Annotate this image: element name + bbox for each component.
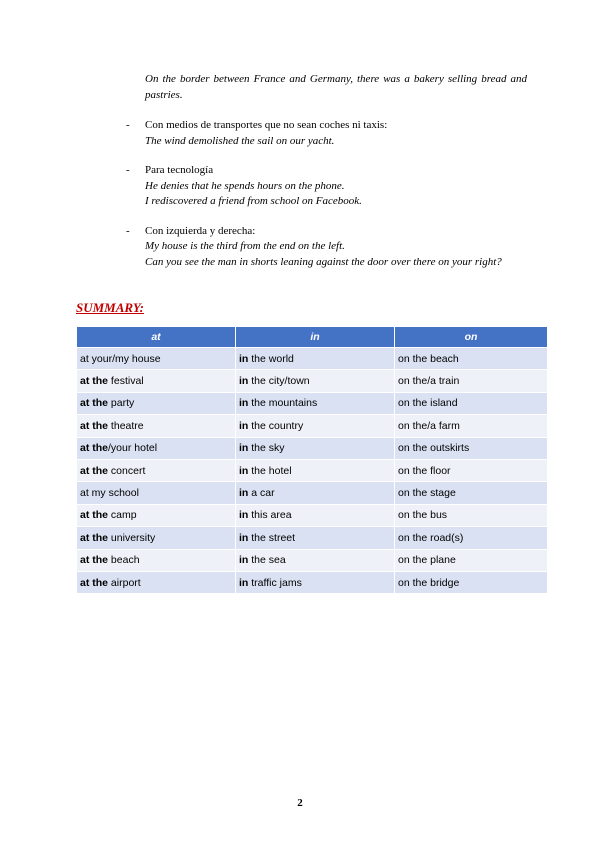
preposition-keyword: in [239,464,249,477]
table-row [77,348,547,370]
phrase-text: the city/town [248,375,310,388]
bullet-example: Can you see the man in shorts leaning against the door over there on your right? [145,255,502,268]
bullet-dash: - [126,164,130,176]
table-cell [77,571,236,593]
table-cell [236,437,395,459]
table-cell [395,348,548,370]
preposition-keyword: in [239,352,249,365]
phrase-text: a car [248,487,275,500]
phrase-text: traffic jams [248,576,302,589]
preposition-keyword: in [239,442,249,455]
page-number: 2 [297,797,303,809]
table-cell [77,549,236,571]
table-cell [236,459,395,481]
preposition-keyword: at the [80,419,109,432]
phrase-text: the hotel [248,464,292,477]
phrase-text: on the road(s) [398,531,464,544]
phrase-text: on the stage [398,487,456,500]
table-cell [395,527,548,549]
table-cell [236,482,395,504]
table-cell [77,437,236,459]
phrase-text: the sky [248,442,285,455]
preposition-keyword: at the [80,531,109,544]
preposition-keyword: in [239,531,249,544]
preposition-keyword: in [239,397,249,410]
phrase-text: the sea [248,554,286,567]
phrase-text: party [108,397,135,410]
table-cell [395,459,548,481]
table-cell [77,370,236,392]
phrase-text: on the/a farm [398,419,460,432]
preposition-keyword: in [239,375,249,388]
bullet-list [126,118,528,284]
phrase-text: the street [248,531,296,544]
phrase-text: at your/my house [80,352,161,365]
table-row [77,459,547,481]
table-cell [236,549,395,571]
table-cell [395,504,548,526]
table-cell [77,459,236,481]
bullet-dash: - [126,224,130,237]
phrase-text: the world [248,352,294,365]
bullet-item-transport [126,118,528,149]
table-row [77,504,547,526]
preposition-keyword: in [239,554,249,567]
table-cell [77,415,236,437]
table-cell [236,348,395,370]
phrase-text: beach [108,554,140,567]
table-row [77,437,547,459]
table-row [77,549,547,571]
phrase-text: university [108,531,156,544]
preposition-keyword: in [239,509,249,522]
phrase-text: the mountains [248,397,318,410]
phrase-text: at my school [80,487,139,500]
phrase-text: on the floor [398,464,451,477]
table-cell [395,571,548,593]
table-cell [236,370,395,392]
summary-title: SUMMARY: [76,300,144,315]
summary-table [77,327,547,593]
preposition-keyword: at the [80,509,109,522]
column-header-at: at [77,327,236,348]
table-row [77,482,547,504]
phrase-text: on the bridge [398,576,460,589]
bullet-dash: - [126,119,130,131]
phrase-text: on the island [398,397,458,410]
intro-example: On the border between France and Germany, there was a bakery selling bread and pastries. [145,73,527,101]
preposition-keyword: at the [80,397,109,410]
table-cell [77,482,236,504]
preposition-keyword: in [239,419,249,432]
bullet-heading: Para tecnología [145,164,214,176]
preposition-keyword: at the [80,375,109,388]
table-row [77,370,547,392]
phrase-text: on the/a train [398,375,460,388]
table-cell [395,482,548,504]
table-cell [236,392,395,414]
preposition-keyword: at the [80,576,109,589]
table-row [77,527,547,549]
table-cell [77,527,236,549]
table-cell [395,392,548,414]
table-cell [395,549,548,571]
bullet-example: I rediscovered a friend from school on Facebook. [145,195,362,207]
phrase-text: festival [108,375,144,388]
table-cell [77,504,236,526]
preposition-keyword: in [239,576,249,589]
bullet-heading: Con medios de transportes que no sean coches ni taxis: [145,119,388,131]
table-cell [395,370,548,392]
preposition-keyword: at the [80,554,109,567]
preposition-keyword: at the [80,464,109,477]
table-cell [236,571,395,593]
table-cell [395,415,548,437]
table-cell [236,415,395,437]
column-header-on: on [395,327,548,348]
table-header-row [77,327,547,348]
bullet-example: My house is the third from the end on the left. [145,240,345,252]
bullet-example: The wind demolished the sail on our yacht. [145,134,335,147]
phrase-text: on the outskirts [398,442,470,455]
preposition-keyword: at the [80,442,109,455]
phrase-text: on the beach [398,352,459,365]
table-cell [236,504,395,526]
phrase-text: the country [248,419,304,432]
table-cell [236,527,395,549]
phrase-text: on the plane [398,554,456,567]
phrase-text: theatre [108,419,144,432]
bullet-item-left-right [126,224,528,271]
table-cell [77,392,236,414]
bullet-item-technology [126,163,528,210]
table-cell [395,437,548,459]
phrase-text: camp [108,509,137,522]
phrase-text: /your hotel [108,442,158,455]
table-cell [77,348,236,370]
table-row [77,571,547,593]
table-row [77,415,547,437]
preposition-keyword: in [239,487,249,500]
phrase-text: concert [108,464,146,477]
bullet-example: He denies that he spends hours on the phone. [145,179,345,192]
phrase-text: on the bus [398,509,448,522]
column-header-in: in [236,327,395,348]
phrase-text: airport [108,576,141,589]
bullet-heading: Con izquierda y derecha: [145,224,256,237]
phrase-text: this area [248,509,292,522]
table-row [77,392,547,414]
